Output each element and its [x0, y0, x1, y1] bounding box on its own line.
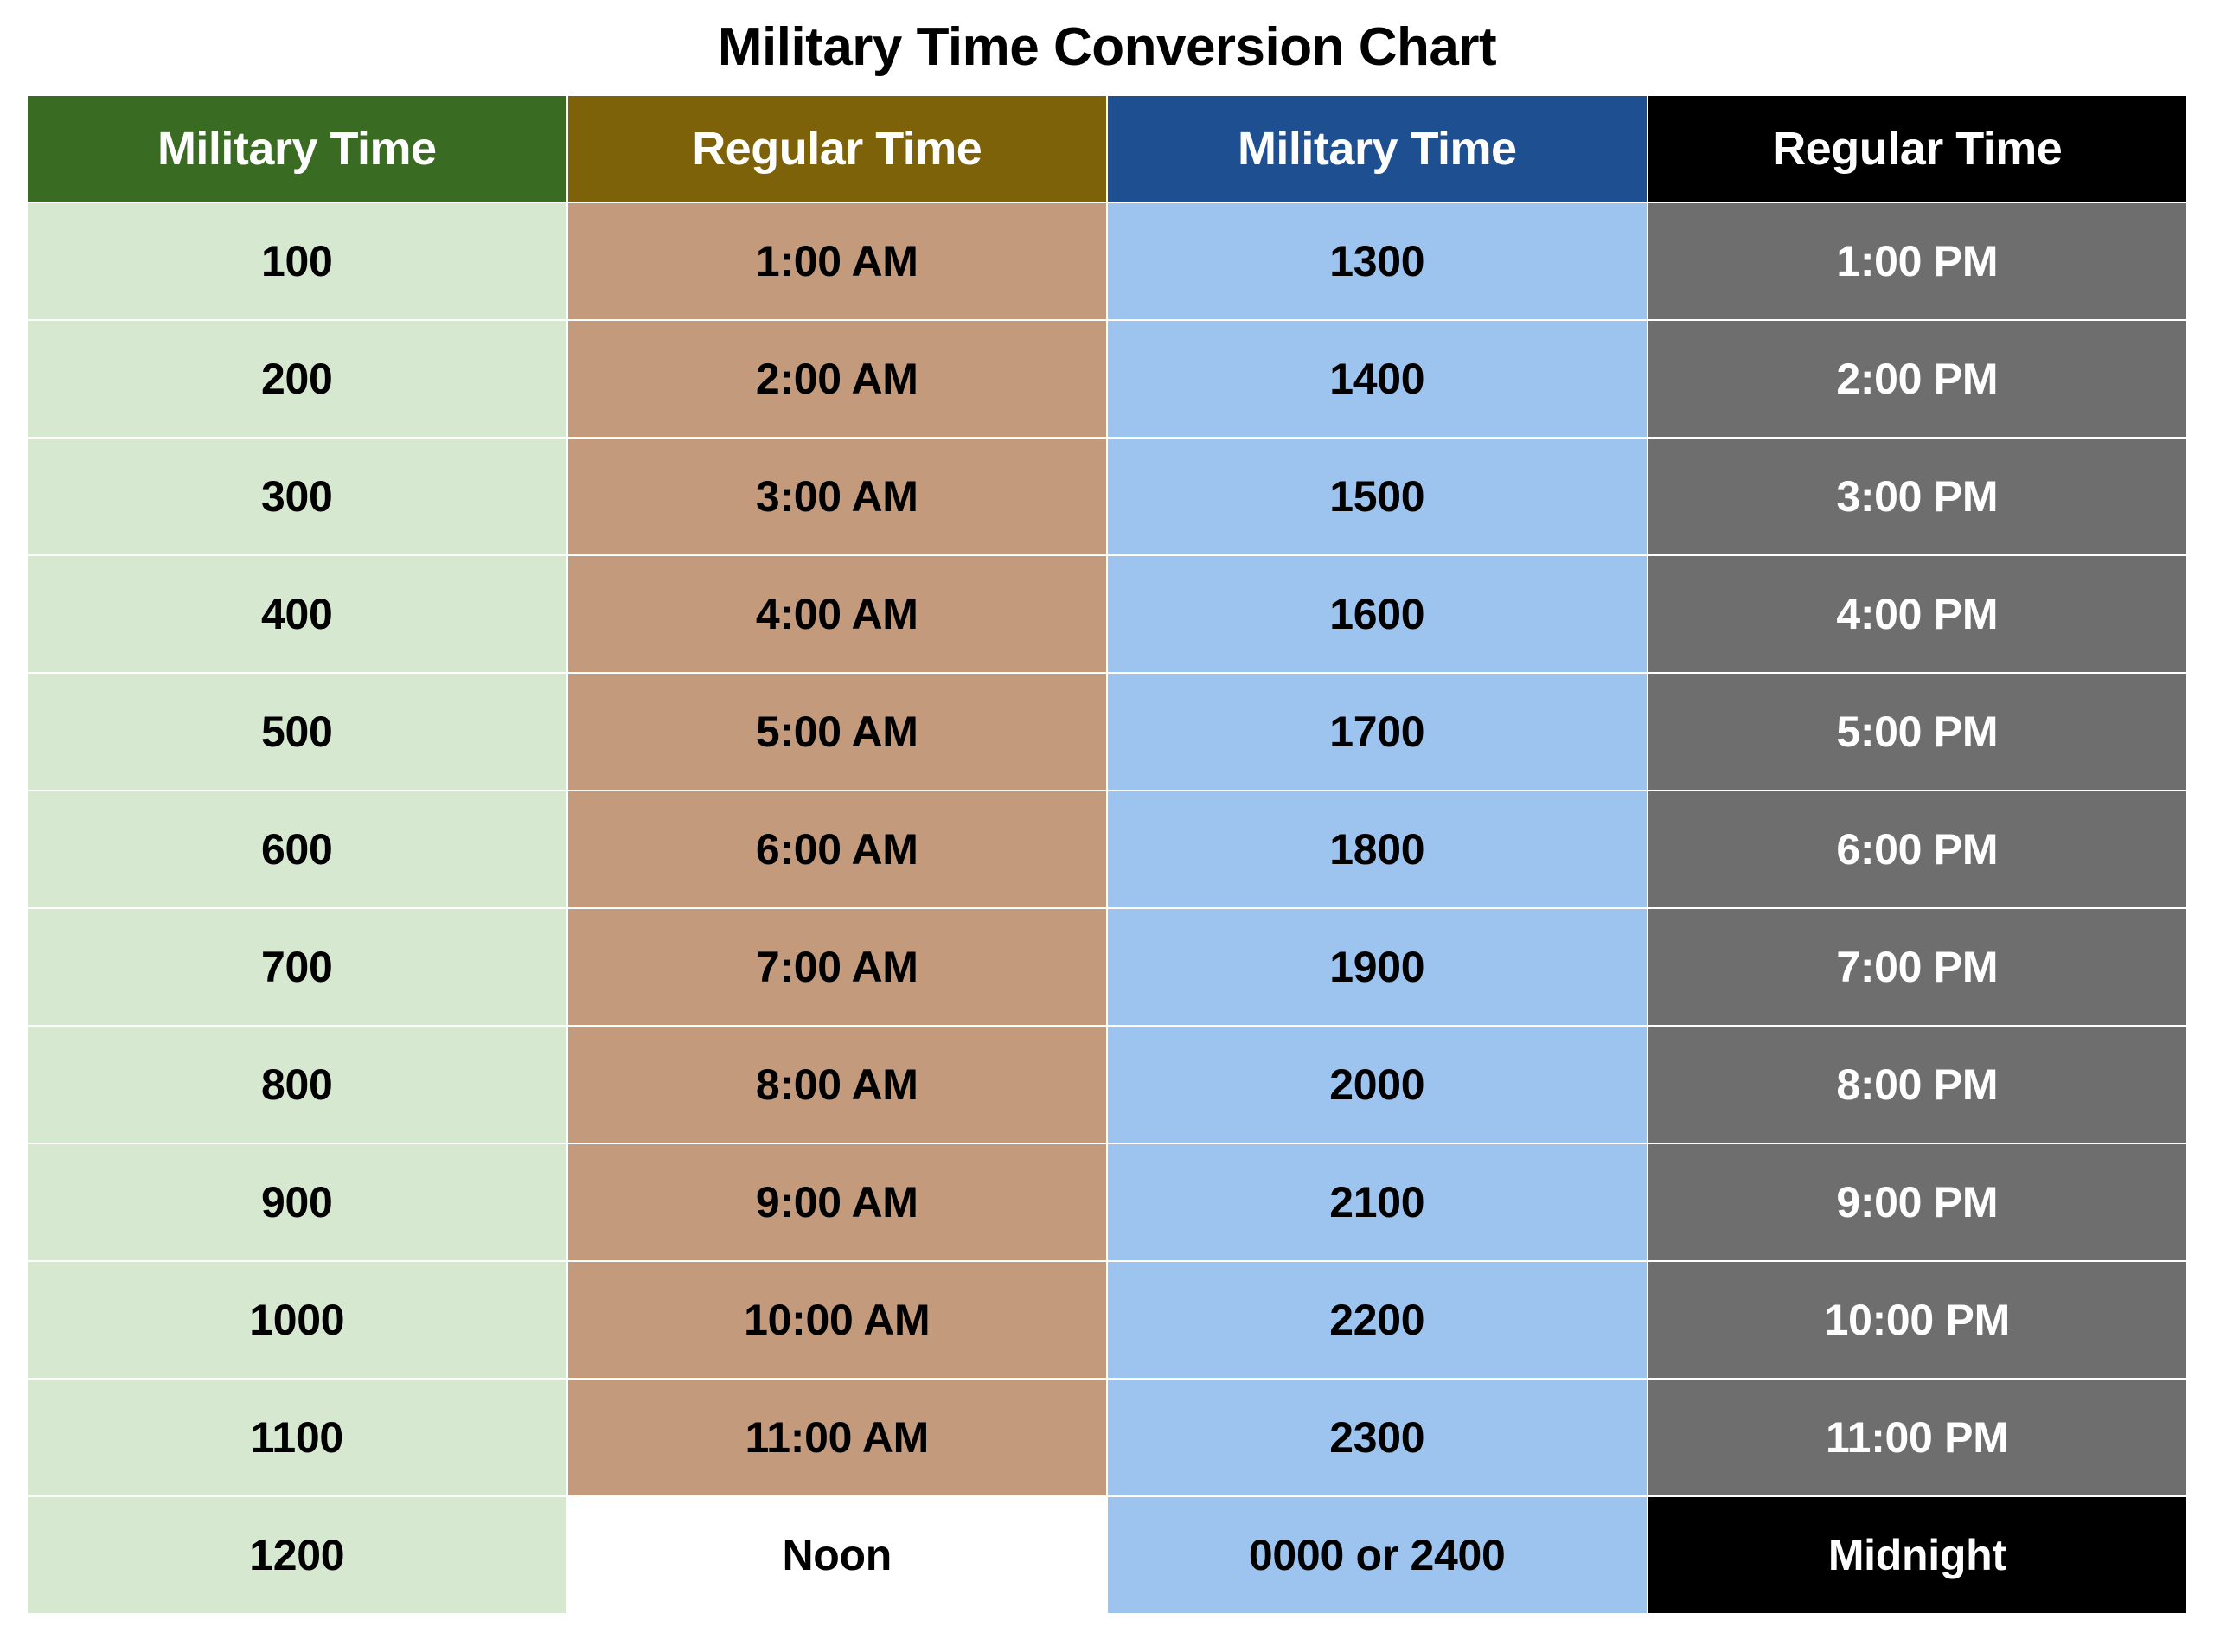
- cell-military-am: 1000: [27, 1261, 567, 1379]
- cell-military-noon: 1200: [27, 1496, 567, 1614]
- cell-regular-pm: 7:00 PM: [1648, 908, 2188, 1026]
- cell-regular-pm: 10:00 PM: [1648, 1261, 2188, 1379]
- table-row: [27, 908, 2187, 1026]
- cell-regular-am: 9:00 AM: [567, 1143, 1108, 1261]
- cell-military-am: 100: [27, 202, 567, 320]
- column-header-regular-time-pm: Regular Time: [1648, 95, 2188, 202]
- cell-military-midnight: 0000 or 2400: [1107, 1496, 1648, 1614]
- cell-regular-noon: Noon: [567, 1496, 1108, 1614]
- cell-regular-pm: 1:00 PM: [1648, 202, 2188, 320]
- cell-regular-pm: 8:00 PM: [1648, 1026, 2188, 1143]
- cell-regular-midnight: Midnight: [1648, 1496, 2188, 1614]
- table-row: [27, 1026, 2187, 1143]
- cell-regular-pm: 11:00 PM: [1648, 1379, 2188, 1496]
- cell-military-am: 600: [27, 791, 567, 908]
- column-header-regular-time-am: Regular Time: [567, 95, 1108, 202]
- cell-military-pm: 1400: [1107, 320, 1648, 438]
- cell-military-pm: 1600: [1107, 555, 1648, 673]
- cell-military-pm: 1500: [1107, 438, 1648, 555]
- military-time-conversion-table: [26, 94, 2188, 1615]
- cell-regular-am: 10:00 AM: [567, 1261, 1108, 1379]
- cell-regular-am: 8:00 AM: [567, 1026, 1108, 1143]
- table-row-last: [27, 1496, 2187, 1614]
- cell-military-am: 900: [27, 1143, 567, 1261]
- cell-regular-am: 1:00 AM: [567, 202, 1108, 320]
- table-row: [27, 555, 2187, 673]
- table-header: [27, 95, 2187, 202]
- cell-military-am: 1100: [27, 1379, 567, 1496]
- table-row: [27, 1261, 2187, 1379]
- cell-regular-am: 11:00 AM: [567, 1379, 1108, 1496]
- table-row: [27, 320, 2187, 438]
- cell-military-pm: 2200: [1107, 1261, 1648, 1379]
- table-body: [27, 202, 2187, 1614]
- cell-military-pm: 2100: [1107, 1143, 1648, 1261]
- cell-regular-pm: 6:00 PM: [1648, 791, 2188, 908]
- column-header-military-time-pm: Military Time: [1107, 95, 1648, 202]
- cell-military-pm: 2000: [1107, 1026, 1648, 1143]
- cell-military-pm: 1700: [1107, 673, 1648, 791]
- table-row: [27, 202, 2187, 320]
- cell-regular-pm: 9:00 PM: [1648, 1143, 2188, 1261]
- cell-regular-am: 4:00 AM: [567, 555, 1108, 673]
- table-header-row: [27, 95, 2187, 202]
- cell-military-am: 700: [27, 908, 567, 1026]
- table-row: [27, 1143, 2187, 1261]
- cell-regular-pm: 2:00 PM: [1648, 320, 2188, 438]
- cell-regular-am: 6:00 AM: [567, 791, 1108, 908]
- cell-regular-am: 7:00 AM: [567, 908, 1108, 1026]
- column-header-military-time-am: Military Time: [27, 95, 567, 202]
- cell-regular-pm: 5:00 PM: [1648, 673, 2188, 791]
- table-row: [27, 791, 2187, 908]
- cell-military-pm: 1300: [1107, 202, 1648, 320]
- cell-military-am: 300: [27, 438, 567, 555]
- cell-military-am: 200: [27, 320, 567, 438]
- table-row: [27, 438, 2187, 555]
- cell-military-am: 400: [27, 555, 567, 673]
- cell-military-pm: 1800: [1107, 791, 1648, 908]
- cell-regular-am: 3:00 AM: [567, 438, 1108, 555]
- cell-regular-pm: 3:00 PM: [1648, 438, 2188, 555]
- cell-military-am: 500: [27, 673, 567, 791]
- cell-regular-am: 2:00 AM: [567, 320, 1108, 438]
- cell-military-am: 800: [27, 1026, 567, 1143]
- page-title: Military Time Conversion Chart: [717, 17, 1497, 77]
- cell-regular-am: 5:00 AM: [567, 673, 1108, 791]
- cell-military-pm: 1900: [1107, 908, 1648, 1026]
- table-row: [27, 1379, 2187, 1496]
- table-row: [27, 673, 2187, 791]
- cell-military-pm: 2300: [1107, 1379, 1648, 1496]
- cell-regular-pm: 4:00 PM: [1648, 555, 2188, 673]
